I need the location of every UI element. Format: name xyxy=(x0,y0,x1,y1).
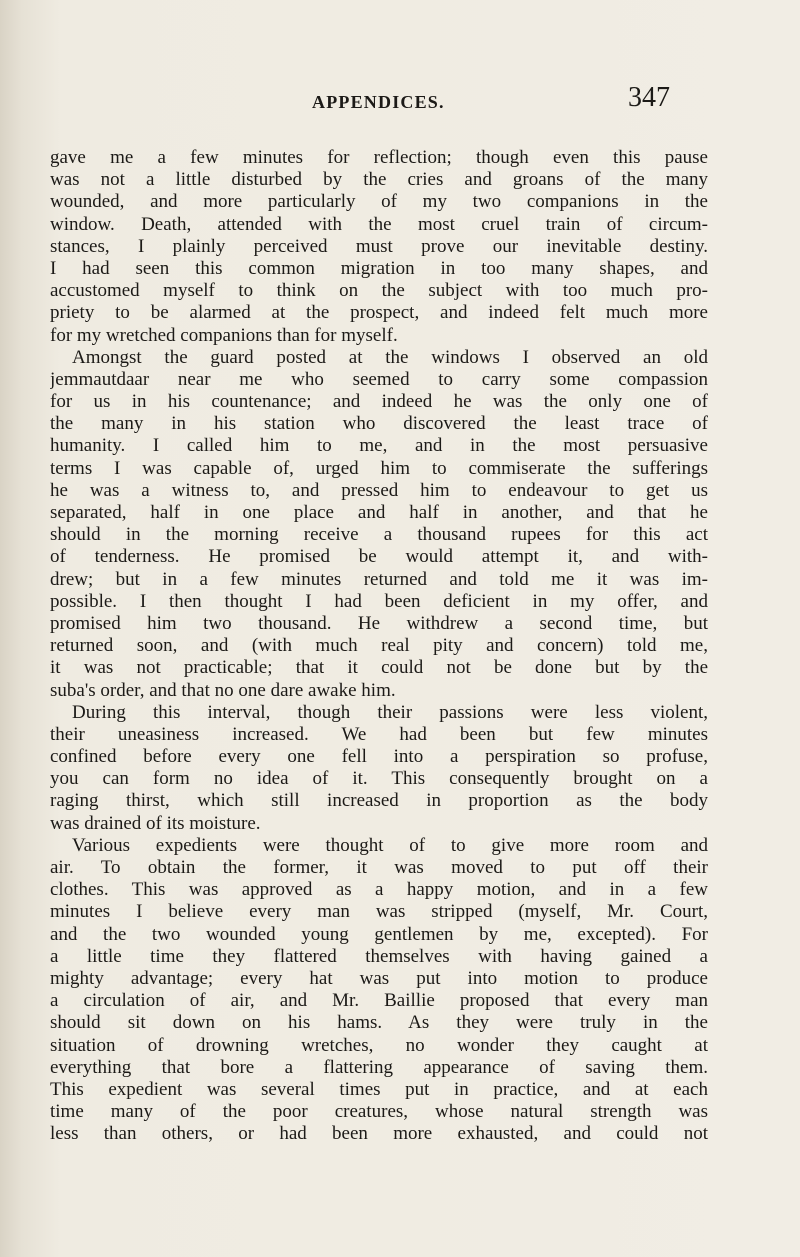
text-line: for my wretched companions than for myself. xyxy=(50,324,398,346)
text-line: of tenderness. He promised be would attempt it, and with- xyxy=(50,546,708,568)
text-line: stances, I plainly perceived must prove our inevitable destiny. xyxy=(50,235,708,257)
text-line: the many in his station who discovered the least trace of xyxy=(50,413,708,435)
text-line: humanity. I called him to me, and in the most persuasive xyxy=(50,435,708,457)
text-line: air. To obtain the former, it was moved to put off their xyxy=(50,857,708,878)
text-line: returned soon, and (with much real pity and concern) told me, xyxy=(50,635,708,657)
text-line: should in the morning receive a thousand rupees for this act xyxy=(50,524,708,546)
body-text xyxy=(50,147,708,1145)
text-line: time many of the poor creatures, whose natural strength was xyxy=(50,1101,708,1123)
text-line: you can form no idea of it. This consequently brought on a xyxy=(50,768,708,790)
text-line: a circulation of air, and Mr. Baillie proposed that every man xyxy=(50,990,708,1012)
text-line: separated, half in one place and half in another, and that he xyxy=(50,502,708,523)
text-line: less than others, or had been more exhausted, and could not xyxy=(50,1123,708,1145)
text-line: mighty advantage; every hat was put into motion to produce xyxy=(50,967,708,989)
text-line: was drained of its moisture. xyxy=(50,812,261,834)
text-line: for us in his countenance; and indeed he was the only one of xyxy=(50,391,708,413)
text-line: priety to be alarmed at the prospect, and indeed felt much more xyxy=(50,302,708,324)
text-line: promised him two thousand. He withdrew a second time, but xyxy=(50,612,708,634)
text-line: terms I was capable of, urged him to commiserate the sufferings xyxy=(50,457,708,479)
text-line: During this interval, though their passions were less violent, xyxy=(72,701,708,723)
running-title: APPENDICES. xyxy=(312,92,445,112)
text-line: I had seen this common migration in too many shapes, and xyxy=(50,257,708,279)
text-line: Various expedients were thought of to give more room and xyxy=(72,834,708,856)
text-line: This expedient was several times put in practice, and at each xyxy=(50,1078,708,1100)
text-line: a little time they flattered themselves with having gained a xyxy=(50,945,708,967)
text-line: wounded, and more particularly of my two companions in the xyxy=(50,191,708,213)
page-number: 347 xyxy=(628,82,670,113)
text-line: accustomed myself to think on the subject with too much pro- xyxy=(50,280,708,302)
text-line: minutes I believe every man was stripped (myself, Mr. Court, xyxy=(50,901,708,923)
text-line: confined before every one fell into a perspiration so profuse, xyxy=(50,746,708,768)
text-line: their uneasiness increased. We had been but few minutes xyxy=(50,723,708,745)
text-line: everything that bore a flattering appearance of saving them. xyxy=(50,1056,708,1078)
text-line: it was not practicable; that it could not be done but by the xyxy=(50,657,708,679)
text-line: he was a witness to, and pressed him to endeavour to get us xyxy=(50,479,708,501)
page-header xyxy=(0,82,800,122)
text-line: should sit down on his hams. As they were truly in the xyxy=(50,1012,708,1034)
text-line: clothes. This was approved as a happy motion, and in a few xyxy=(50,879,708,901)
text-line: was not a little disturbed by the cries and groans of the many xyxy=(50,169,708,191)
text-line: situation of drowning wretches, no wonder they caught at xyxy=(50,1034,708,1056)
text-line: jemmautdaar near me who seemed to carry some compassion xyxy=(50,368,708,390)
text-line: and the two wounded young gentlemen by me, excepted). For xyxy=(50,923,708,945)
text-line: possible. I then thought I had been deficient in my offer, and xyxy=(50,590,708,612)
text-line: raging thirst, which still increased in proportion as the body xyxy=(50,790,708,812)
text-line: window. Death, attended with the most cruel train of circum- xyxy=(50,213,708,235)
text-line: Amongst the guard posted at the windows I observed an old xyxy=(72,346,708,368)
text-line: suba's order, and that no one dare awake him. xyxy=(50,679,396,701)
text-line: drew; but in a few minutes returned and told me it was im- xyxy=(50,568,708,590)
text-line: gave me a few minutes for reflection; though even this pause xyxy=(50,147,708,168)
